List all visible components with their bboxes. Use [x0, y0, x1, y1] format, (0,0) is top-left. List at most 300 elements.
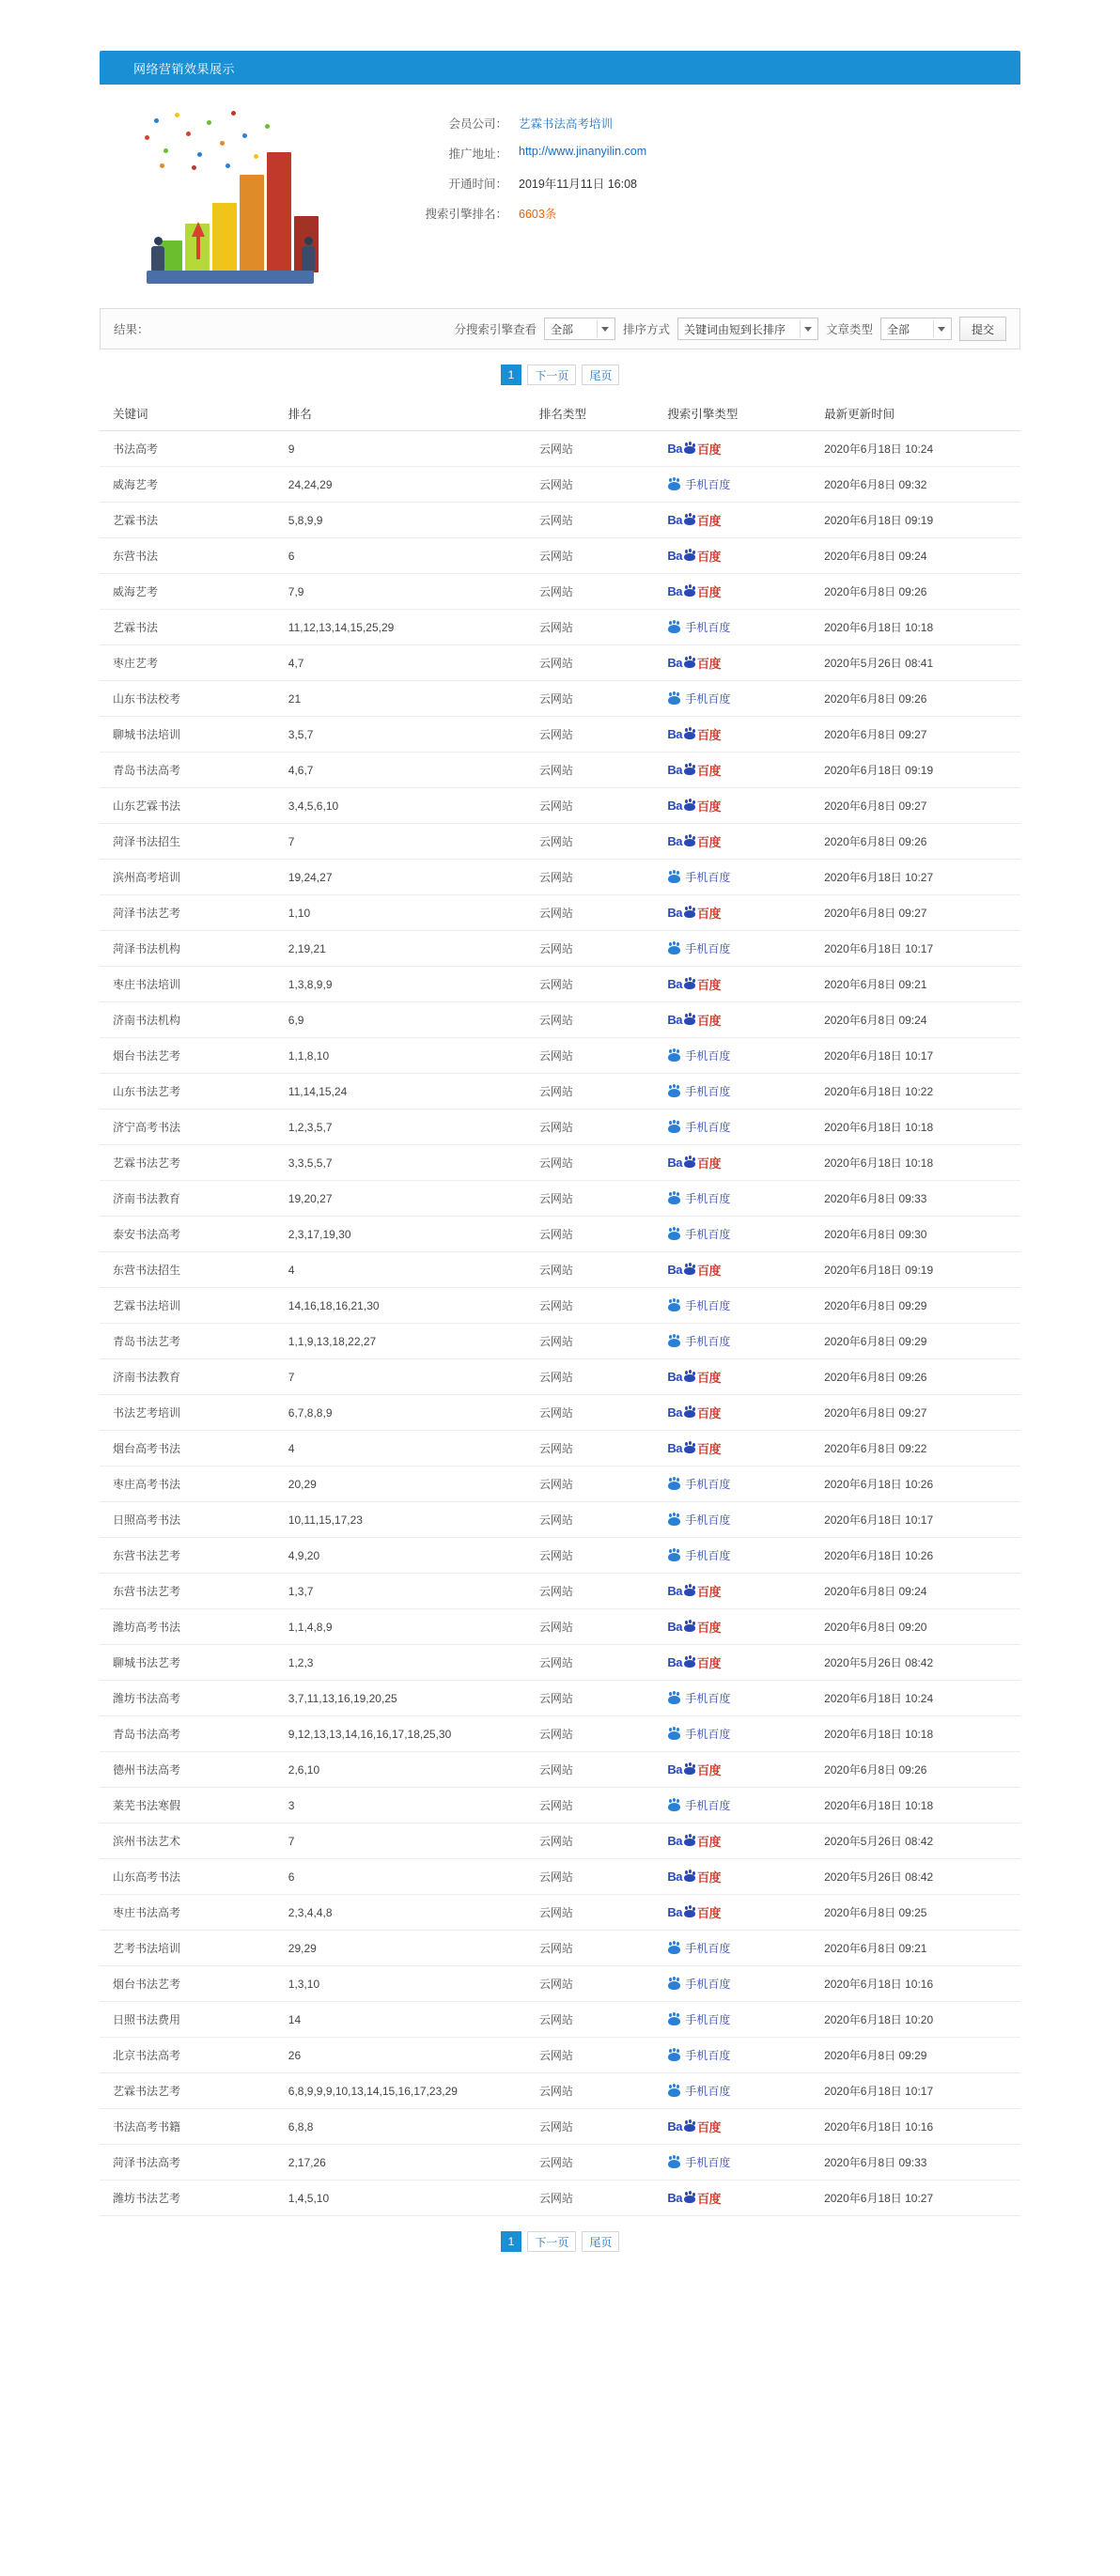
- baidu-pc-icon: Ba 百度: [667, 1405, 722, 1420]
- table-row: [100, 1538, 1020, 1574]
- cell-rank-type: 云网站: [532, 1038, 661, 1074]
- cell-rank: 6,9: [281, 1002, 532, 1038]
- search-engine-label: 手机百度: [685, 1299, 731, 1312]
- cell-updated-time: 2020年6月18日 10:18: [817, 1788, 1020, 1823]
- cell-updated-time: 2020年6月18日 10:27: [817, 2180, 1020, 2216]
- cell-keyword: 北京书法高考: [100, 2038, 281, 2073]
- cell-rank: 20,29: [281, 1466, 532, 1502]
- cell-updated-time: 2020年5月26日 08:41: [817, 645, 1020, 681]
- sort-filter-label: 排序方式: [622, 323, 670, 336]
- cell-keyword: 枣庄高考书法: [100, 1466, 281, 1502]
- baidu-pc-icon: Ba 百度: [667, 1263, 722, 1278]
- cell-updated-time: 2020年6月18日 09:19: [817, 1252, 1020, 1288]
- baidu-mobile-icon: [667, 1047, 730, 1063]
- table-row: [100, 1716, 1020, 1752]
- cell-rank-type: 云网站: [532, 1574, 661, 1609]
- info-value-rankcount: 6603条: [519, 208, 557, 221]
- cell-search-engine: [660, 1823, 817, 1859]
- search-engine-label: 手机百度: [685, 1192, 731, 1205]
- cell-updated-time: 2020年6月18日 10:16: [817, 1966, 1020, 2002]
- cell-rank: 21: [281, 681, 532, 717]
- cell-rank: 3,4,5,6,10: [281, 788, 532, 824]
- cell-rank-type: 云网站: [532, 1681, 661, 1716]
- cell-updated-time: 2020年6月18日 10:17: [817, 2073, 1020, 2109]
- cell-search-engine: [660, 1181, 817, 1217]
- page-number-1[interactable]: 1: [501, 2231, 522, 2252]
- cell-rank-type: 云网站: [532, 2109, 661, 2145]
- th-updated-time: 最新更新时间: [817, 396, 1020, 431]
- th-search-engine: 搜索引擎类型: [660, 396, 817, 431]
- cell-search-engine: [660, 1252, 817, 1288]
- engine-filter-select[interactable]: [544, 318, 615, 340]
- cell-search-engine: [660, 2038, 817, 2073]
- sort-filter-select[interactable]: [677, 318, 818, 340]
- page-number-1[interactable]: 1: [501, 365, 522, 385]
- table-row: [100, 645, 1020, 681]
- cell-rank: 1,10: [281, 895, 532, 931]
- cell-keyword: 东营书法: [100, 538, 281, 574]
- pager-bottom: [100, 2216, 1020, 2263]
- cell-rank: 4,7: [281, 645, 532, 681]
- cell-rank-type: 云网站: [532, 824, 661, 860]
- cell-rank: 2,3,4,4,8: [281, 1895, 532, 1931]
- search-engine-label: 手机百度: [685, 621, 731, 634]
- search-engine-label: 手机百度: [685, 1478, 731, 1491]
- info-label-rankcount: 搜索引擎排名：: [425, 208, 507, 221]
- search-engine-label: 手机百度: [685, 1513, 731, 1527]
- cell-keyword: 聊城书法艺考: [100, 1645, 281, 1681]
- table-row: [100, 1038, 1020, 1074]
- cell-rank-type: 云网站: [532, 645, 661, 681]
- cell-keyword: 艺霖书法: [100, 503, 281, 538]
- cell-rank-type: 云网站: [532, 1288, 661, 1324]
- search-engine-label: 手机百度: [685, 942, 731, 955]
- cell-search-engine: [660, 467, 817, 503]
- cell-search-engine: [660, 788, 817, 824]
- table-row: [100, 1859, 1020, 1895]
- cell-rank: 2,19,21: [281, 931, 532, 967]
- cell-updated-time: 2020年6月8日 09:32: [817, 467, 1020, 503]
- search-engine-label: 手机百度: [685, 478, 731, 491]
- engine-filter-label: 分搜索引擎查看: [454, 323, 537, 336]
- cell-rank: 3,5,7: [281, 717, 532, 753]
- baidu-mobile-icon: [667, 1226, 730, 1242]
- cell-rank: 11,12,13,14,15,25,29: [281, 610, 532, 645]
- cell-rank-type: 云网站: [532, 1466, 661, 1502]
- cell-rank: 1,3,8,9,9: [281, 967, 532, 1002]
- cell-rank: 14,16,18,16,21,30: [281, 1288, 532, 1324]
- search-engine-label: 百度: [697, 835, 722, 849]
- person-icon-left: [150, 237, 165, 271]
- result-label: 结果：: [114, 323, 149, 336]
- sort-filter-value: 关键词由短到长排序: [683, 322, 786, 336]
- cell-keyword: 青岛书法艺考: [100, 1324, 281, 1359]
- info-area: [100, 85, 1020, 303]
- search-engine-label: 百度: [697, 1870, 722, 1885]
- cell-search-engine: [660, 1002, 817, 1038]
- baidu-pc-icon: Ba 百度: [667, 2119, 722, 2134]
- cell-keyword: 东营书法招生: [100, 1252, 281, 1288]
- keyword-ranking-table: [100, 396, 1020, 2216]
- cell-keyword: 书法艺考培训: [100, 1395, 281, 1431]
- search-engine-label: 手机百度: [685, 1978, 731, 1991]
- cell-search-engine: [660, 1859, 817, 1895]
- table-row: [100, 1645, 1020, 1681]
- table-row: [100, 1324, 1020, 1359]
- baidu-mobile-icon: [667, 1726, 730, 1742]
- baidu-mobile-icon: [667, 1976, 730, 1992]
- article-filter-value: 全部: [886, 322, 910, 336]
- baidu-pc-icon: Ba 百度: [667, 906, 722, 921]
- baidu-mobile-icon: [667, 1476, 730, 1492]
- table-row: [100, 1502, 1020, 1538]
- cell-rank-type: 云网站: [532, 1538, 661, 1574]
- search-engine-label: 手机百度: [685, 1799, 731, 1812]
- cell-search-engine: [660, 1931, 817, 1966]
- cell-rank: 4,6,7: [281, 753, 532, 788]
- table-row: [100, 1252, 1020, 1288]
- cell-search-engine: [660, 1645, 817, 1681]
- cell-keyword: 菏泽书法高考: [100, 2145, 281, 2180]
- cell-search-engine: [660, 1431, 817, 1466]
- cell-rank: 3: [281, 1788, 532, 1823]
- cell-search-engine: [660, 1395, 817, 1431]
- table-row: [100, 574, 1020, 610]
- cell-keyword: 艺霖书法艺考: [100, 1145, 281, 1181]
- search-engine-label: 百度: [697, 1906, 722, 1920]
- cell-rank: 4: [281, 1431, 532, 1466]
- search-engine-label: 百度: [697, 1014, 722, 1028]
- cell-rank-type: 云网站: [532, 1895, 661, 1931]
- cell-rank: 1,1,9,13,18,22,27: [281, 1324, 532, 1359]
- search-engine-label: 百度: [697, 978, 722, 992]
- search-engine-label: 百度: [697, 1264, 722, 1278]
- baidu-mobile-icon: [667, 2083, 730, 2099]
- cell-rank-type: 云网站: [532, 1966, 661, 2002]
- search-engine-label: 百度: [697, 1835, 722, 1849]
- search-engine-label: 手机百度: [685, 2013, 731, 2026]
- cell-rank-type: 云网站: [532, 2145, 661, 2180]
- cell-keyword: 艺霖书法培训: [100, 1288, 281, 1324]
- baidu-pc-icon: Ba 百度: [667, 1441, 722, 1456]
- baidu-pc-icon: Ba 百度: [667, 2191, 722, 2206]
- cell-search-engine: [660, 1788, 817, 1823]
- cell-updated-time: 2020年6月8日 09:26: [817, 1359, 1020, 1395]
- table-header-row: [100, 396, 1020, 431]
- cell-updated-time: 2020年6月18日 09:19: [817, 753, 1020, 788]
- info-label-company: 会员公司：: [448, 117, 507, 131]
- cell-rank-type: 云网站: [532, 1752, 661, 1788]
- account-info-list: [357, 101, 1020, 289]
- cell-keyword: 烟台书法艺考: [100, 1966, 281, 2002]
- table-row: [100, 1217, 1020, 1252]
- chevron-down-icon: [601, 327, 609, 332]
- search-engine-label: 手机百度: [685, 1085, 731, 1098]
- search-engine-label: 百度: [697, 1656, 722, 1670]
- cell-updated-time: 2020年6月8日 09:24: [817, 1002, 1020, 1038]
- cell-rank-type: 云网站: [532, 860, 661, 895]
- search-engine-label: 百度: [697, 1763, 722, 1777]
- cell-updated-time: 2020年6月8日 09:33: [817, 2145, 1020, 2180]
- cell-rank: 7: [281, 1359, 532, 1395]
- chevron-down-icon: [938, 327, 945, 332]
- next-page-button[interactable]: 下一页: [527, 365, 576, 385]
- cell-search-engine: [660, 1966, 817, 2002]
- table-row: [100, 1431, 1020, 1466]
- last-page-button[interactable]: 尾页: [582, 2231, 619, 2252]
- baidu-pc-icon: Ba 百度: [667, 1870, 722, 1885]
- cell-rank-type: 云网站: [532, 717, 661, 753]
- cell-keyword: 菏泽书法艺考: [100, 895, 281, 931]
- baidu-pc-icon: Ba 百度: [667, 1655, 722, 1670]
- table-row: [100, 895, 1020, 931]
- cell-keyword: 书法高考书籍: [100, 2109, 281, 2145]
- cell-rank-type: 云网站: [532, 967, 661, 1002]
- cell-search-engine: [660, 931, 817, 967]
- cell-keyword: 聊城书法培训: [100, 717, 281, 753]
- cell-updated-time: 2020年6月18日 10:27: [817, 860, 1020, 895]
- cell-keyword: 滨州高考培训: [100, 860, 281, 895]
- search-engine-label: 百度: [697, 550, 722, 564]
- info-value-company[interactable]: 艺霖书法高考培训: [519, 117, 614, 131]
- cell-rank-type: 云网站: [532, 1217, 661, 1252]
- baidu-mobile-icon: [667, 869, 730, 885]
- cell-keyword: 莱芜书法寒假: [100, 1788, 281, 1823]
- cell-updated-time: 2020年6月8日 09:29: [817, 2038, 1020, 2073]
- illustration-base: [147, 271, 314, 284]
- baidu-pc-icon: Ba 百度: [667, 799, 722, 814]
- select-divider: [597, 320, 598, 337]
- cell-search-engine: [660, 1895, 817, 1931]
- cell-updated-time: 2020年6月8日 09:22: [817, 1431, 1020, 1466]
- cell-rank: 19,24,27: [281, 860, 532, 895]
- cell-rank: 1,3,7: [281, 1574, 532, 1609]
- cell-updated-time: 2020年6月18日 10:24: [817, 1681, 1020, 1716]
- baidu-pc-icon: Ba 百度: [667, 584, 722, 599]
- cell-keyword: 日照书法费用: [100, 2002, 281, 2038]
- cell-rank: 9,12,13,13,14,16,16,17,18,25,30: [281, 1716, 532, 1752]
- cell-rank: 19,20,27: [281, 1181, 532, 1217]
- cell-rank-type: 云网站: [532, 467, 661, 503]
- cell-keyword: 艺霖书法艺考: [100, 2073, 281, 2109]
- search-engine-label: 手机百度: [685, 1049, 731, 1063]
- table-head: [100, 396, 1020, 431]
- cell-keyword: 枣庄书法培训: [100, 967, 281, 1002]
- cell-search-engine: [660, 1681, 817, 1716]
- baidu-mobile-icon: [667, 1547, 730, 1563]
- cell-rank: 14: [281, 2002, 532, 2038]
- th-rank-type: 排名类型: [532, 396, 661, 431]
- table-row: [100, 1395, 1020, 1431]
- baidu-mobile-icon: [667, 1119, 730, 1135]
- cell-updated-time: 2020年6月8日 09:24: [817, 538, 1020, 574]
- cell-rank-type: 云网站: [532, 2038, 661, 2073]
- submit-button[interactable]: 提交: [959, 317, 1006, 341]
- table-row: [100, 1609, 1020, 1645]
- cell-search-engine: [660, 717, 817, 753]
- cell-search-engine: [660, 2180, 817, 2216]
- cell-search-engine: [660, 574, 817, 610]
- cell-rank-type: 云网站: [532, 1645, 661, 1681]
- cell-keyword: 艺考书法培训: [100, 1931, 281, 1966]
- cell-keyword: 烟台书法艺考: [100, 1038, 281, 1074]
- baidu-pc-icon: Ba 百度: [667, 1584, 722, 1599]
- cell-rank: 6,8,9,9,9,10,13,14,15,16,17,23,29: [281, 2073, 532, 2109]
- article-filter-select[interactable]: [880, 318, 952, 340]
- cell-rank-type: 云网站: [532, 788, 661, 824]
- cell-updated-time: 2020年6月8日 09:26: [817, 1752, 1020, 1788]
- article-filter-label: 文章类型: [825, 323, 873, 336]
- cell-updated-time: 2020年6月18日 10:17: [817, 931, 1020, 967]
- cell-rank-type: 云网站: [532, 1395, 661, 1431]
- info-row-company: [366, 115, 1020, 132]
- info-row-opened: [366, 175, 1020, 192]
- cell-search-engine: [660, 1288, 817, 1324]
- cell-rank: 4,9,20: [281, 1538, 532, 1574]
- cell-rank: 6,7,8,8,9: [281, 1395, 532, 1431]
- table-row: [100, 681, 1020, 717]
- baidu-pc-icon: Ba 百度: [667, 1156, 722, 1171]
- cell-updated-time: 2020年6月18日 10:18: [817, 1145, 1020, 1181]
- cell-updated-time: 2020年6月18日 10:22: [817, 1074, 1020, 1110]
- baidu-pc-icon: Ba 百度: [667, 513, 722, 528]
- cell-rank: 6: [281, 538, 532, 574]
- cell-rank-type: 云网站: [532, 1431, 661, 1466]
- cell-updated-time: 2020年6月8日 09:30: [817, 1217, 1020, 1252]
- cell-rank: 1,3,10: [281, 1966, 532, 2002]
- cell-rank: 6,8,8: [281, 2109, 532, 2145]
- next-page-button[interactable]: 下一页: [527, 2231, 576, 2252]
- cell-updated-time: 2020年6月8日 09:33: [817, 1181, 1020, 1217]
- cell-search-engine: [660, 2002, 817, 2038]
- cell-rank: 2,3,17,19,30: [281, 1217, 532, 1252]
- baidu-pc-icon: Ba 百度: [667, 834, 722, 849]
- cell-keyword: 济南书法教育: [100, 1181, 281, 1217]
- cell-rank: 26: [281, 2038, 532, 2073]
- search-engine-label: 百度: [697, 2120, 722, 2134]
- cell-rank-type: 云网站: [532, 431, 661, 467]
- cell-rank: 1,1,4,8,9: [281, 1609, 532, 1645]
- cell-updated-time: 2020年6月18日 10:18: [817, 610, 1020, 645]
- cell-updated-time: 2020年6月8日 09:29: [817, 1324, 1020, 1359]
- search-engine-label: 百度: [697, 907, 722, 921]
- table-row: [100, 2073, 1020, 2109]
- cell-keyword: 威海艺考: [100, 574, 281, 610]
- cell-updated-time: 2020年5月26日 08:42: [817, 1823, 1020, 1859]
- cell-updated-time: 2020年6月8日 09:27: [817, 1395, 1020, 1431]
- baidu-mobile-icon: [667, 1797, 730, 1813]
- cell-keyword: 济南书法教育: [100, 1359, 281, 1395]
- info-value-opened: 2019年11月11日 16:08: [519, 178, 638, 191]
- engine-filter-value: 全部: [550, 322, 573, 336]
- cell-updated-time: 2020年6月18日 10:26: [817, 1466, 1020, 1502]
- cell-search-engine: [660, 1074, 817, 1110]
- search-engine-label: 百度: [697, 1371, 722, 1385]
- baidu-pc-icon: Ba 百度: [667, 977, 722, 992]
- table-row: [100, 538, 1020, 574]
- cell-search-engine: [660, 1110, 817, 1145]
- cell-keyword: 潍坊书法艺考: [100, 2180, 281, 2216]
- page-title: 网络营销效果展示: [133, 61, 236, 76]
- cell-keyword: 烟台高考书法: [100, 1431, 281, 1466]
- cell-search-engine: [660, 1574, 817, 1609]
- cell-search-engine: [660, 860, 817, 895]
- search-engine-label: 手机百度: [685, 871, 731, 884]
- cell-updated-time: 2020年6月8日 09:26: [817, 681, 1020, 717]
- baidu-mobile-icon: [667, 2011, 730, 2027]
- person-icon-right: [301, 237, 316, 271]
- cell-rank-type: 云网站: [532, 1359, 661, 1395]
- cell-search-engine: [660, 2073, 817, 2109]
- cell-search-engine: [660, 824, 817, 860]
- cell-rank-type: 云网站: [532, 610, 661, 645]
- baidu-pc-icon: Ba 百度: [667, 727, 722, 742]
- cell-rank: 7: [281, 824, 532, 860]
- last-page-button[interactable]: 尾页: [582, 365, 619, 385]
- table-row: [100, 1752, 1020, 1788]
- cell-updated-time: 2020年6月8日 09:29: [817, 1288, 1020, 1324]
- illustration-bars: [158, 152, 319, 272]
- cell-rank: 29,29: [281, 1931, 532, 1966]
- search-engine-label: 百度: [697, 764, 722, 778]
- cell-search-engine: [660, 431, 817, 467]
- info-value-url[interactable]: http://www.jinanyilin.com: [519, 145, 647, 158]
- table-row: [100, 610, 1020, 645]
- baidu-mobile-icon: [667, 476, 730, 492]
- cell-search-engine: [660, 753, 817, 788]
- cell-rank-type: 云网站: [532, 681, 661, 717]
- cell-rank-type: 云网站: [532, 1324, 661, 1359]
- table-row: [100, 1002, 1020, 1038]
- cell-rank: 6: [281, 1859, 532, 1895]
- search-engine-label: 手机百度: [685, 692, 731, 706]
- cell-rank-type: 云网站: [532, 1502, 661, 1538]
- table-row: [100, 1788, 1020, 1823]
- cell-rank: 2,17,26: [281, 2145, 532, 2180]
- baidu-pc-icon: Ba 百度: [667, 1370, 722, 1385]
- cell-rank: 1,2,3: [281, 1645, 532, 1681]
- table-row: [100, 1966, 1020, 2002]
- cell-keyword: 山东书法艺考: [100, 1074, 281, 1110]
- search-engine-label: 手机百度: [685, 1728, 731, 1741]
- cell-keyword: 艺霖书法: [100, 610, 281, 645]
- search-engine-label: 百度: [697, 1621, 722, 1635]
- cell-keyword: 济宁高考书法: [100, 1110, 281, 1145]
- table-row: [100, 824, 1020, 860]
- search-engine-label: 百度: [697, 1406, 722, 1420]
- cell-updated-time: 2020年6月18日 10:18: [817, 1716, 1020, 1752]
- cell-keyword: 书法高考: [100, 431, 281, 467]
- cell-keyword: 滨州书法艺术: [100, 1823, 281, 1859]
- cell-rank-type: 云网站: [532, 753, 661, 788]
- cell-keyword: 德州书法高考: [100, 1752, 281, 1788]
- cell-keyword: 菏泽书法招生: [100, 824, 281, 860]
- search-engine-label: 手机百度: [685, 1335, 731, 1348]
- cell-search-engine: [660, 610, 817, 645]
- cell-search-engine: [660, 1752, 817, 1788]
- cell-rank-type: 云网站: [532, 503, 661, 538]
- cell-updated-time: 2020年6月8日 09:24: [817, 1574, 1020, 1609]
- cell-updated-time: 2020年6月18日 10:18: [817, 1110, 1020, 1145]
- cell-keyword: 枣庄艺考: [100, 645, 281, 681]
- search-engine-label: 百度: [697, 728, 722, 742]
- cell-updated-time: 2020年6月8日 09:25: [817, 1895, 1020, 1931]
- cell-rank-type: 云网站: [532, 2002, 661, 2038]
- table-row: [100, 1074, 1020, 1110]
- cell-rank: 10,11,15,17,23: [281, 1502, 532, 1538]
- cell-rank-type: 云网站: [532, 1181, 661, 1217]
- cell-updated-time: 2020年6月8日 09:26: [817, 824, 1020, 860]
